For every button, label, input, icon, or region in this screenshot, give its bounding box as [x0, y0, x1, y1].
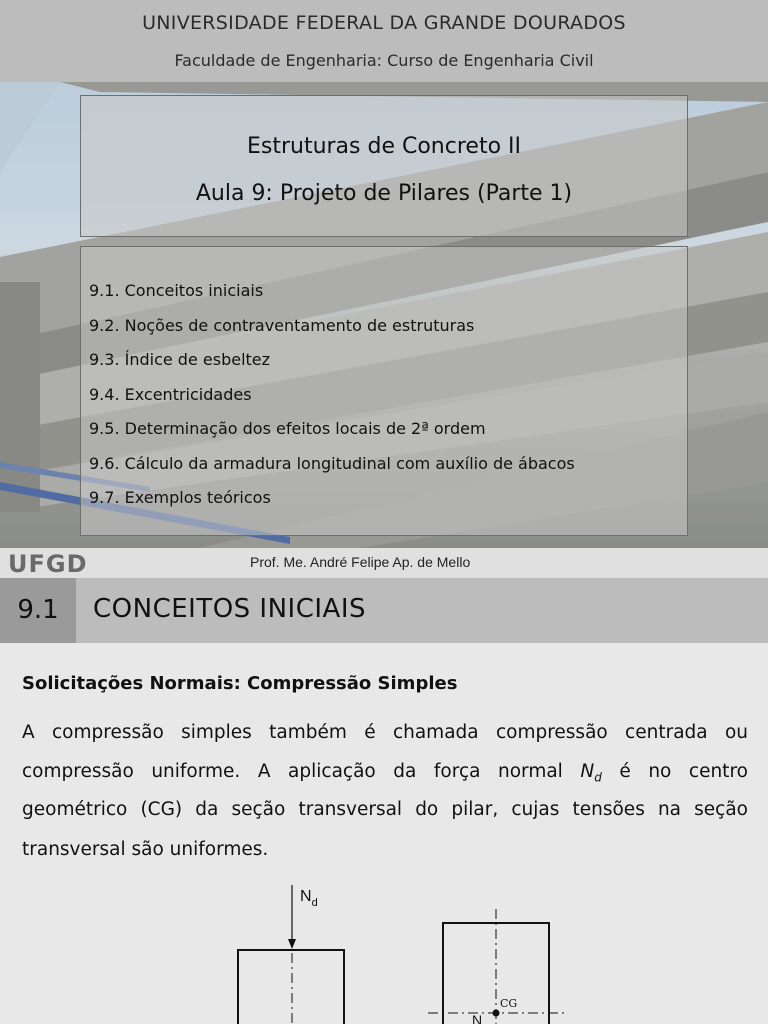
- force-label: $N_d$: [300, 888, 318, 909]
- slide-content: [0, 643, 768, 1024]
- section-number: 9.1: [0, 578, 76, 643]
- paragraph-line: A compressão simples também é chamada compressão centrada ou: [22, 722, 748, 743]
- toc-item: 9.6. Cálculo da armadura longitudinal com auxílio de ábacos: [89, 454, 575, 473]
- lecture-title: Aula 9: Projeto de Pilares (Parte 1): [195, 181, 573, 206]
- toc-item: 9.2. Noções de contraventamento de estruturas: [89, 316, 475, 335]
- title-box: [80, 95, 688, 237]
- paragraph-line: [22, 761, 748, 785]
- toc-item: 9.1. Conceitos iniciais: [89, 281, 264, 300]
- compression-diagram: [0, 873, 768, 1024]
- professor-name: Prof. Me. André Felipe Ap. de Mello: [250, 554, 471, 570]
- paragraph-text: compressão uniforme. A aplicação da força normal: [22, 761, 563, 782]
- force-symbol: $N_d$: [580, 761, 602, 785]
- toc-item: 9.4. Excentricidades: [89, 385, 252, 404]
- paragraph-text: é no centro: [619, 761, 748, 782]
- ufgd-logo: UFGD: [8, 550, 88, 578]
- slide-footer: [0, 548, 768, 578]
- faculty-name: Faculdade de Engenharia: Curso de Engenharia Civil: [174, 51, 594, 70]
- university-name: UNIVERSIDADE FEDERAL DA GRANDE DOURADOS: [142, 12, 626, 34]
- toc-item: 9.7. Exemplos teóricos: [89, 488, 271, 507]
- table-of-contents: [80, 246, 688, 536]
- paragraph-line: geométrico (CG) da seção transversal do pilar, cujas tensões na seção: [22, 799, 748, 820]
- toc-item: 9.5. Determinação dos efeitos locais de 2ª ordem: [89, 419, 486, 438]
- cg-label: CG: [500, 997, 518, 1010]
- cg-point: [493, 1010, 500, 1017]
- subheading: Solicitações Normais: Compressão Simples: [22, 673, 458, 694]
- header-band: [0, 0, 768, 82]
- toc-item: 9.3. Índice de esbeltez: [89, 350, 271, 369]
- section-title: CONCEITOS INICIAIS: [93, 594, 366, 624]
- paragraph-line: transversal são uniformes.: [22, 839, 269, 860]
- course-title: Estruturas de Concreto II: [246, 134, 522, 159]
- n-label: N: [472, 1012, 483, 1024]
- section-header: [0, 578, 768, 643]
